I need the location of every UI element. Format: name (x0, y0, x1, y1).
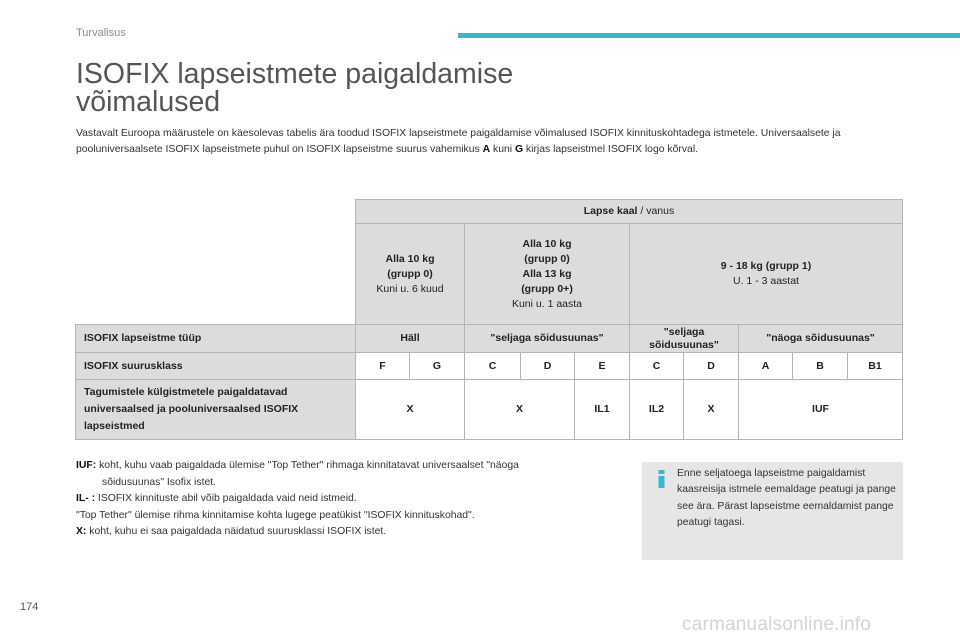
size-cell: C (630, 353, 684, 380)
weight-label: Lapse kaal (583, 205, 638, 217)
group-header-1: Alla 10 kg (grupp 0) Kuni u. 6 kuud (356, 224, 465, 325)
size-cell: F (356, 353, 410, 380)
watermark: carmanualsonline.info (682, 614, 872, 635)
seat-cell: X (684, 380, 739, 440)
note-iuf-cont: sõidusuunas" Isofix istet. (102, 476, 217, 488)
row-label-type: ISOFIX lapseistme tüüp (76, 325, 356, 353)
page-title-line2: võimalused (76, 86, 221, 118)
table-corner-empty-2 (76, 224, 356, 325)
intro-size-a: A (482, 144, 491, 155)
section-title: Turvalisus (76, 27, 126, 39)
table-corner-empty (76, 200, 356, 224)
size-cell: D (684, 353, 739, 380)
info-text: Enne seljatoega lapseistme paigaldamist kaasreisija istmele eemaldage peatugi ja pange see ära. Pärast lapseistme eemaldamist pange peatugi tagasi. (677, 468, 896, 528)
weight-suffix: / vanus (637, 205, 675, 217)
page-title-line1: ISOFIX lapseistmete paigaldamise (76, 58, 514, 90)
page-title (76, 60, 596, 116)
size-cell: B1 (848, 353, 903, 380)
seat-cell: IL2 (630, 380, 684, 440)
group-header-2: Alla 10 kg (grupp 0) Alla 13 kg (grupp 0+) Kuni u. 1 aasta (465, 224, 630, 325)
seat-cell: X (465, 380, 575, 440)
seat-cell: IUF (739, 380, 903, 440)
note-tether: "Top Tether" ülemise rihma kinnitamise kohta lugege peatükist "ISOFIX kinnituskohad". (76, 509, 475, 521)
size-cell: C (465, 353, 521, 380)
intro-text-3: kirjas lapseistmel ISOFIX logo kõrval. (523, 144, 699, 155)
note-iuf: IUF: koht, kuhu vaab paigaldada ülemise "Top Tether" rihmaga kinnitatavat universaalset "näoga (76, 460, 519, 471)
info-icon (655, 470, 669, 488)
size-cell: G (410, 353, 465, 380)
seat-cell: IL1 (575, 380, 630, 440)
type-cell: Häll (356, 325, 465, 353)
seat-cell: X (356, 380, 465, 440)
type-cell: "seljaga sõidusuunas" (465, 325, 630, 353)
header-accent-bar (458, 33, 960, 38)
type-cell: "näoga sõidusuunas" (739, 325, 903, 353)
size-cell: A (739, 353, 793, 380)
note-il: IL- : ISOFIX kinnituste abil võib paigaldada vaid neid istmeid. (76, 493, 357, 504)
intro-text-1: Vastavalt Euroopa määrustele on käesolevas tabelis ära toodud ISOFIX lapseistmete paigaldamise võimalused ISOFIX kinnituskohtadega istmetele. Universaalsete ja pooluniversaalsete ISOFIX lapseistmete puhul on ISOFIX lapseistme suurus vahemikus (76, 128, 841, 155)
intro-text-2: kuni (490, 144, 515, 155)
size-cell: E (575, 353, 630, 380)
intro-paragraph (76, 126, 906, 158)
note-x: X: koht, kuhu ei saa paigaldada näidatud suurusklassi ISOFIX istet. (76, 526, 387, 537)
type-cell: "seljaga sõidusuunas" (630, 325, 739, 353)
row-label-seats: Tagumistele külgistmetele paigaldatavad universaalsed ja pooluniversaalsed ISOFIX lapseistmed (76, 380, 356, 440)
group-header-3: 9 - 18 kg (grupp 1) U. 1 - 3 aastat (630, 224, 903, 325)
size-cell: B (793, 353, 848, 380)
page-number: 174 (20, 601, 39, 613)
legend-notes (76, 458, 621, 541)
isofix-table (75, 199, 903, 440)
intro-size-g: G (514, 144, 524, 155)
size-cell: D (521, 353, 575, 380)
table-header-weight (356, 200, 903, 224)
row-label-size: ISOFIX suurusklass (76, 353, 356, 380)
